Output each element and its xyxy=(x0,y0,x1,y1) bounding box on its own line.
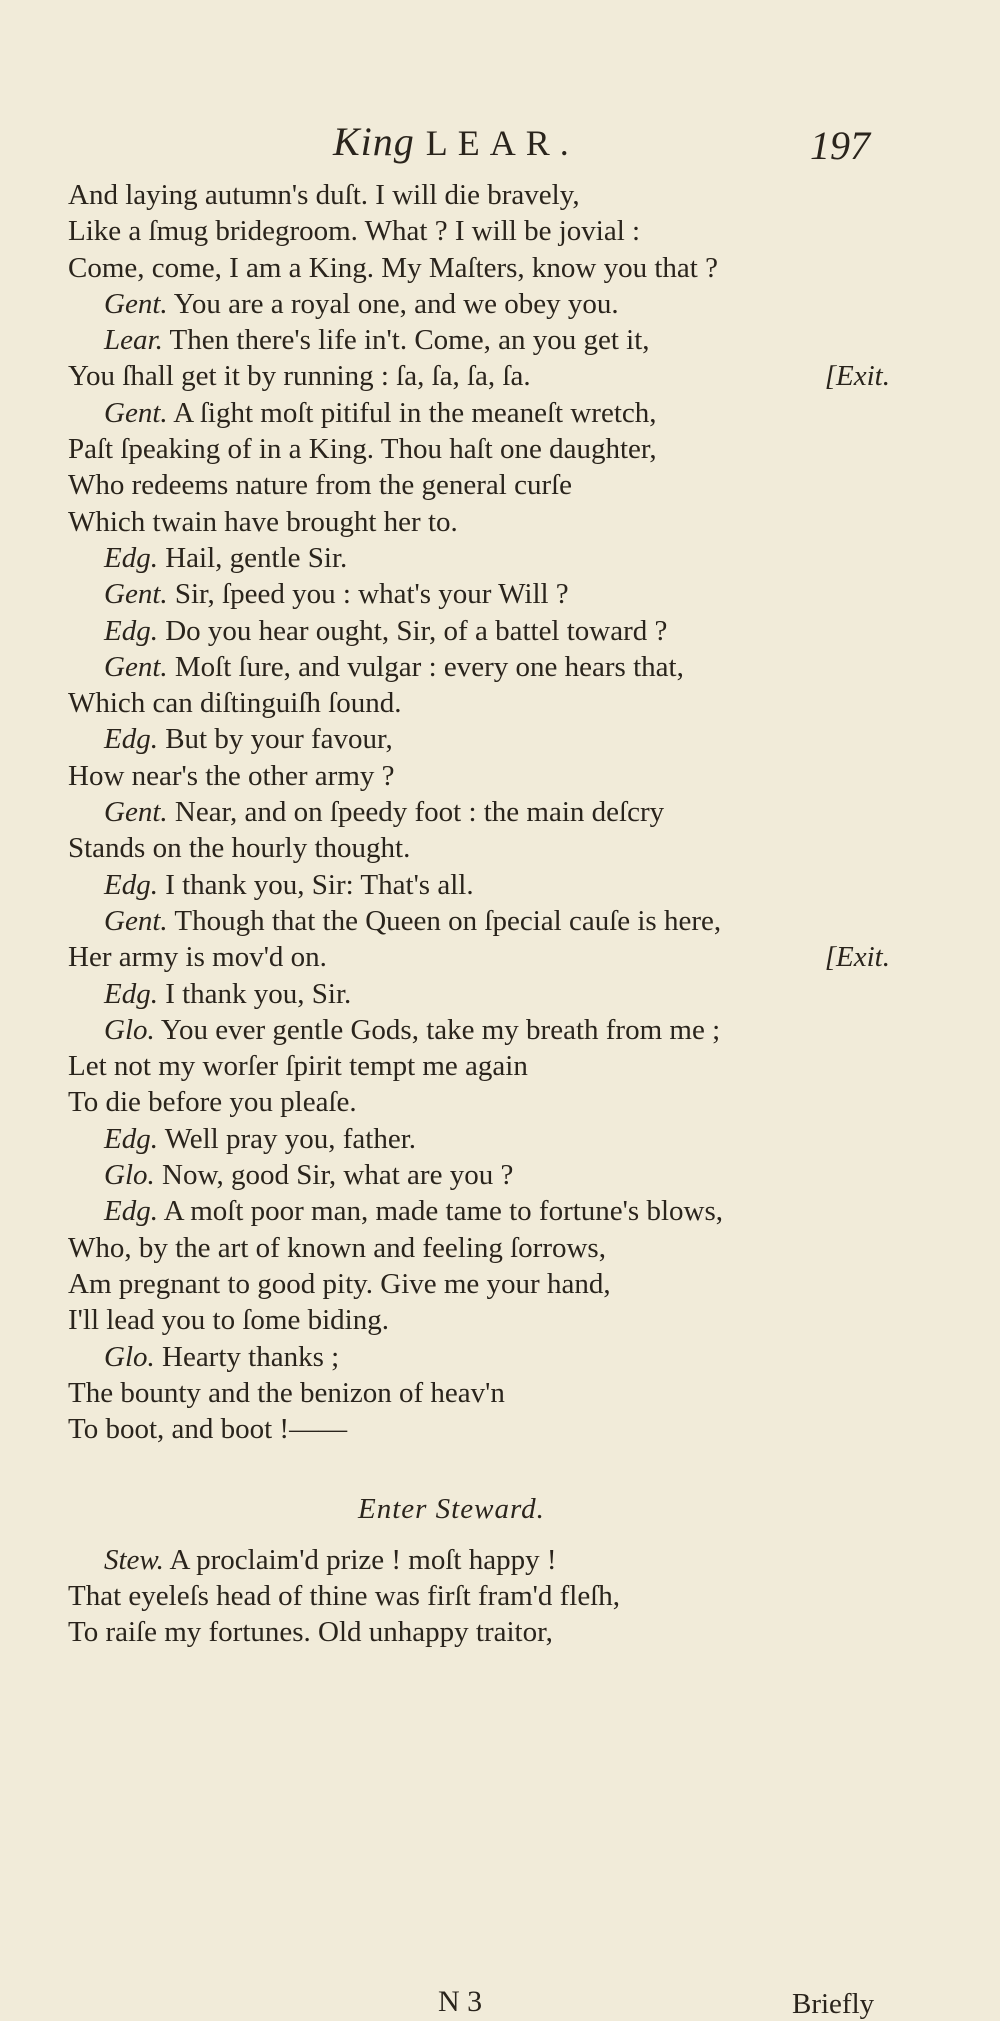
text-line xyxy=(68,1302,890,1338)
text-line xyxy=(68,1578,890,1614)
text-line xyxy=(68,1339,890,1375)
line-text: But by your favour, xyxy=(157,723,393,756)
speaker-name: Glo. xyxy=(104,1159,155,1192)
line-text: Her army is mov'd on. xyxy=(68,941,327,974)
text-line xyxy=(68,395,890,431)
line-text: Let not my worſer ſpirit tempt me again xyxy=(68,1050,528,1083)
line-text: That eyeleſs head of thine was firſt fram'd fleſh, xyxy=(68,1579,620,1612)
line-text: Who, by the art of known and feeling ſorrows, xyxy=(68,1231,606,1264)
text-line xyxy=(68,322,890,358)
line-text: Which twain have brought her to. xyxy=(68,505,458,538)
line-text: Sir, ſpeed you : what's your Will ? xyxy=(167,578,569,611)
text-line xyxy=(68,250,890,286)
line-text: You ſhall get it by running : ſa, ſa, ſa, ſa. xyxy=(68,360,531,393)
text-line xyxy=(68,1266,890,1302)
line-text: Paſt ſpeaking of in a King. Thou haſt one daughter, xyxy=(68,433,657,466)
text-line xyxy=(68,903,890,939)
text-line xyxy=(68,1084,890,1120)
line-text: I thank you, Sir. xyxy=(157,977,352,1010)
line-text: I thank you, Sir: That's all. xyxy=(157,868,474,901)
running-title-italic: King xyxy=(333,119,415,164)
speaker-name: Edg. xyxy=(104,1122,158,1155)
line-text: You ever gentle Gods, take my breath from me ; xyxy=(154,1013,721,1046)
play-text xyxy=(68,177,890,1651)
speaker-name: Edg. xyxy=(104,723,158,756)
speaker-name: Edg. xyxy=(104,868,158,901)
line-text: Then there's life in't. Come, an you get it, xyxy=(162,324,650,357)
line-text: Which can diſtinguiſh ſound. xyxy=(68,687,402,720)
signature-mark: N 3 xyxy=(438,1985,483,2018)
speaker-name: Gent. xyxy=(104,650,168,683)
line-text: Am pregnant to good pity. Give me your hand, xyxy=(68,1267,611,1300)
line-text: Who redeems nature from the general curſe xyxy=(68,469,573,502)
text-line xyxy=(68,1411,890,1447)
line-text: I'll lead you to ſome biding. xyxy=(68,1304,389,1337)
text-line xyxy=(68,685,890,721)
running-title-caps: LEAR. xyxy=(425,123,579,163)
speaker-name: Edg. xyxy=(104,541,158,574)
text-line xyxy=(68,976,890,1012)
line-text: Moſt ſure, and vulgar : every one hears that, xyxy=(167,650,684,683)
speaker-name: Gent. xyxy=(104,578,168,611)
text-line xyxy=(68,649,890,685)
speaker-name: Edg. xyxy=(104,1195,158,1228)
speaker-name: Lear. xyxy=(104,324,163,357)
line-text: Well pray you, father. xyxy=(157,1122,417,1155)
exit-direction: [Exit. xyxy=(824,941,890,974)
text-line xyxy=(68,830,890,866)
line-text: Though that the Queen on ſpecial cauſe is here, xyxy=(167,904,722,937)
text-line xyxy=(68,1193,890,1229)
text-line xyxy=(68,177,890,213)
text-line xyxy=(68,431,890,467)
text-line xyxy=(68,613,890,649)
running-title xyxy=(333,118,579,165)
text-line xyxy=(68,467,890,503)
text-line xyxy=(68,504,890,540)
text-line xyxy=(68,721,890,757)
line-text: Now, good Sir, what are you ? xyxy=(154,1159,514,1192)
text-line xyxy=(68,1048,890,1084)
line-text: Like a ſmug bridegroom. What ? I will be jovial : xyxy=(68,215,641,248)
line-text: A proclaim'd prize ! moſt happy ! xyxy=(163,1543,557,1576)
line-text: Stands on the hourly thought. xyxy=(68,832,411,865)
text-line xyxy=(68,213,890,249)
stage-direction: Enter Steward. xyxy=(358,1493,545,1526)
line-text: Hearty thanks ; xyxy=(154,1340,340,1373)
page-number: 197 xyxy=(810,123,870,168)
speaker-name: Glo. xyxy=(104,1013,155,1046)
spacer xyxy=(68,1447,890,1491)
line-text: To raiſe my fortunes. Old unhappy traitor, xyxy=(68,1616,553,1649)
speaker-name: Edg. xyxy=(104,977,158,1010)
text-line xyxy=(68,576,890,612)
text-line xyxy=(68,758,890,794)
line-text: You are a royal one, and we obey you. xyxy=(167,287,619,320)
line-text: To boot, and boot !—— xyxy=(68,1413,348,1446)
line-text: Hail, gentle Sir. xyxy=(157,541,348,574)
line-text: A moſt poor man, made tame to fortune's blows, xyxy=(157,1195,723,1228)
catchword: Briefly xyxy=(792,1988,875,2020)
line-text: And laying autumn's duſt. I will die bravely, xyxy=(68,179,580,211)
speaker-name: Edg. xyxy=(104,614,158,647)
text-line xyxy=(68,540,890,576)
line-text: To die before you pleaſe. xyxy=(68,1086,357,1119)
line-text: Do you hear ought, Sir, of a battel toward ? xyxy=(157,614,668,647)
text-line xyxy=(68,358,890,394)
line-text: How near's the other army ? xyxy=(68,759,395,792)
line-text: Near, and on ſpeedy foot : the main deſcry xyxy=(167,796,665,829)
text-line xyxy=(68,1012,890,1048)
text-line xyxy=(68,1230,890,1266)
exit-direction: [Exit. xyxy=(824,360,890,393)
text-line xyxy=(68,1157,890,1193)
text-line xyxy=(68,794,890,830)
speaker-name: Glo. xyxy=(104,1340,155,1373)
running-header xyxy=(0,118,1000,168)
speaker-name: Stew. xyxy=(104,1543,164,1576)
text-line xyxy=(68,867,890,903)
text-line xyxy=(68,1375,890,1411)
speaker-name: Gent. xyxy=(104,287,168,320)
text-line xyxy=(68,939,890,975)
line-text: The bounty and the benizon of heav'n xyxy=(68,1376,505,1409)
text-line xyxy=(68,1121,890,1157)
line-text: A ſight moſt pitiful in the meaneſt wretch, xyxy=(167,396,657,429)
speaker-name: Gent. xyxy=(104,796,168,829)
line-text: Come, come, I am a King. My Maſters, know you that ? xyxy=(68,251,718,284)
speaker-name: Gent. xyxy=(104,396,168,429)
text-line xyxy=(68,286,890,322)
speaker-name: Gent. xyxy=(104,904,168,937)
text-line xyxy=(68,1614,890,1650)
text-line xyxy=(68,1542,890,1578)
